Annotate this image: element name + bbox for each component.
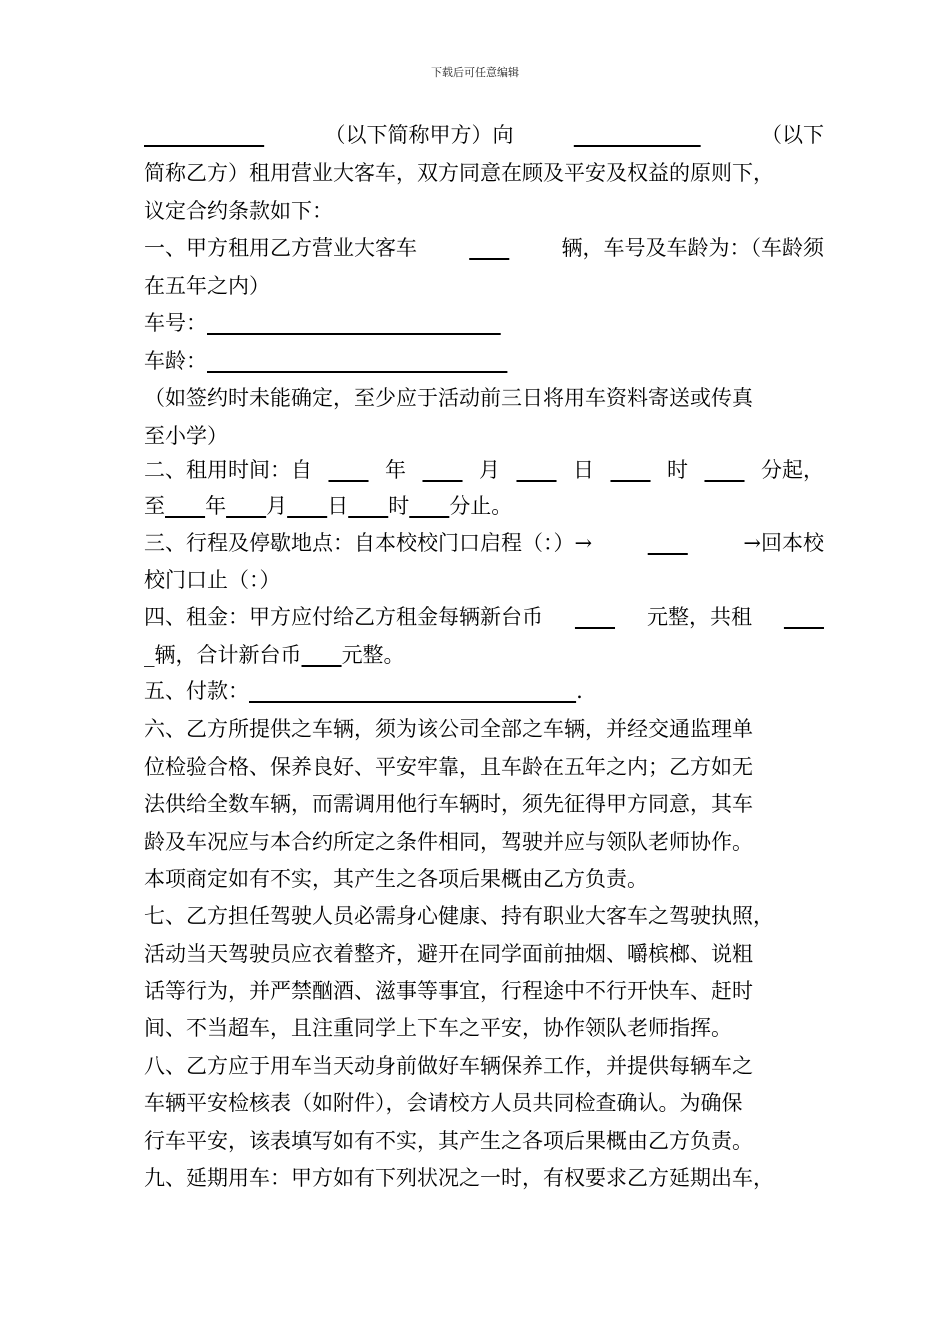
clause-1-line <box>144 230 824 267</box>
text-segment: 年 <box>205 494 227 518</box>
contract-line: 话等行为，并严禁酗酒、滋事等事宜，行程途中不行开快车、赶时 <box>144 979 753 1003</box>
text-segment: （以下简称甲方）向 <box>324 123 514 147</box>
contract-line: 龄及车况应与本合约所定之条件相同，驾驶并应与领队老师协作。 <box>144 830 753 854</box>
contract-line: 间、不当超车，且注重同学上下车之平安，协作领队老师指挥。 <box>144 1016 732 1040</box>
text-segment: 辆，合计新台币 <box>154 643 302 667</box>
itinerary-line <box>144 525 824 562</box>
contract-line: 位检验合格、保养良好、平安牢靠，且车龄在五年之内；乙方如无 <box>144 755 753 779</box>
blank-field <box>422 452 462 489</box>
blank-rent-per-vehicle <box>575 599 615 636</box>
blank-destination <box>648 525 688 562</box>
blank-field <box>516 452 556 489</box>
text-segment: （以下 <box>760 123 824 147</box>
contract-line: 在五年之内） <box>144 274 270 298</box>
text-segment: 五、付款： <box>144 679 249 703</box>
contract-line: 活动当天驾驶员应衣着整齐，避开在同学面前抽烟、嚼槟榔、说粗 <box>144 942 753 966</box>
contract-line: 六、乙方所提供之车辆，须为该公司全部之车辆，并经交通监理单 <box>144 717 753 741</box>
contract-line: 七、乙方担任驾驶人员必需身心健康、持有职业大客车之驾驶执照， <box>144 904 774 928</box>
blank-vehicle-number <box>207 311 501 335</box>
text-segment: 车龄： <box>144 349 207 373</box>
contract-line: 九、延期用车：甲方如有下列状况之一时，有权要求乙方延期出车， <box>144 1166 774 1190</box>
text-segment: 时 <box>667 458 688 482</box>
blank-total-amount <box>302 643 342 667</box>
text-segment: 车号： <box>144 311 207 335</box>
vehicle-age-line <box>144 343 824 380</box>
text-segment: 分止。 <box>449 494 513 518</box>
blank-payment <box>249 679 576 703</box>
text-segment: 辆，车号及车龄为：（车龄须 <box>561 236 824 260</box>
text-segment: →回本校 <box>743 531 824 555</box>
blank-vehicle-total <box>784 599 824 636</box>
contract-line: 法供给全数车辆，而需调用他行车辆时，须先征得甲方同意，其车 <box>144 792 753 816</box>
text-segment: 月 <box>266 494 288 518</box>
text-segment: 日 <box>573 458 594 482</box>
text-segment: 至 <box>144 494 165 518</box>
text-segment: 月 <box>479 458 500 482</box>
contract-line: （如签约时未能确定，至少应于活动前三日将用车资料寄送或传真 <box>144 386 753 410</box>
contract-line: 议定合约条款如下： <box>144 199 333 223</box>
text-segment: 二、租用时间：自 <box>144 458 312 482</box>
blank-party-b <box>574 117 701 154</box>
text-segment: _ <box>144 643 155 667</box>
text-segment: 三、行程及停歇地点：自本校校门口启程（：）→ <box>144 531 593 555</box>
contract-line: 行车平安，该表填写如有不实，其产生之各项后果概由乙方负责。 <box>144 1129 753 1153</box>
rental-time-start-line <box>144 452 824 489</box>
text-segment: 一、甲方租用乙方营业大客车 <box>144 236 417 260</box>
blank-field <box>328 452 368 489</box>
contract-line: 校门口止（：） <box>144 568 281 592</box>
contract-line: 简称乙方）租用营业大客车，双方同意在顾及平安及权益的原则下， <box>144 161 774 185</box>
blank-field <box>287 494 327 518</box>
text-segment: 时 <box>388 494 410 518</box>
text-segment: 元整。 <box>341 643 405 667</box>
blank-field <box>610 452 650 489</box>
text-segment: 年 <box>385 458 406 482</box>
contract-line: 车辆平安检核表（如附件），会请校方人员共同检查确认。为确保 <box>144 1091 743 1115</box>
rent-total-line <box>144 637 824 674</box>
text-segment: 日 <box>327 494 349 518</box>
vehicle-number-line <box>144 305 824 342</box>
blank-field <box>704 452 744 489</box>
contract-line: 本项商定如有不实，其产生之各项后果概由乙方负责。 <box>144 867 648 891</box>
blank-field <box>226 494 266 518</box>
blank-vehicle-age <box>207 349 507 373</box>
blank-field <box>409 494 449 518</box>
rental-time-end-line <box>144 488 664 525</box>
payment-line <box>144 673 824 710</box>
blank-field <box>165 494 205 518</box>
text-segment: 四、租金：甲方应付给乙方租金每辆新台币 <box>144 605 543 629</box>
blank-party-a <box>144 117 264 154</box>
page-header-note: 下载后可任意编辑 <box>431 66 519 79</box>
text-segment: 分起， <box>761 458 824 482</box>
contract-line: 至小学） <box>144 424 228 448</box>
contract-line: 八、乙方应于用车当天动身前做好车辆保养工作，并提供每辆车之 <box>144 1054 753 1078</box>
text-segment: 元整，共租 <box>646 605 752 629</box>
rent-line <box>144 599 824 636</box>
contract-line-parties <box>144 117 824 154</box>
blank-vehicle-count <box>469 230 509 267</box>
text-segment: . <box>576 679 583 703</box>
blank-field <box>348 494 388 518</box>
